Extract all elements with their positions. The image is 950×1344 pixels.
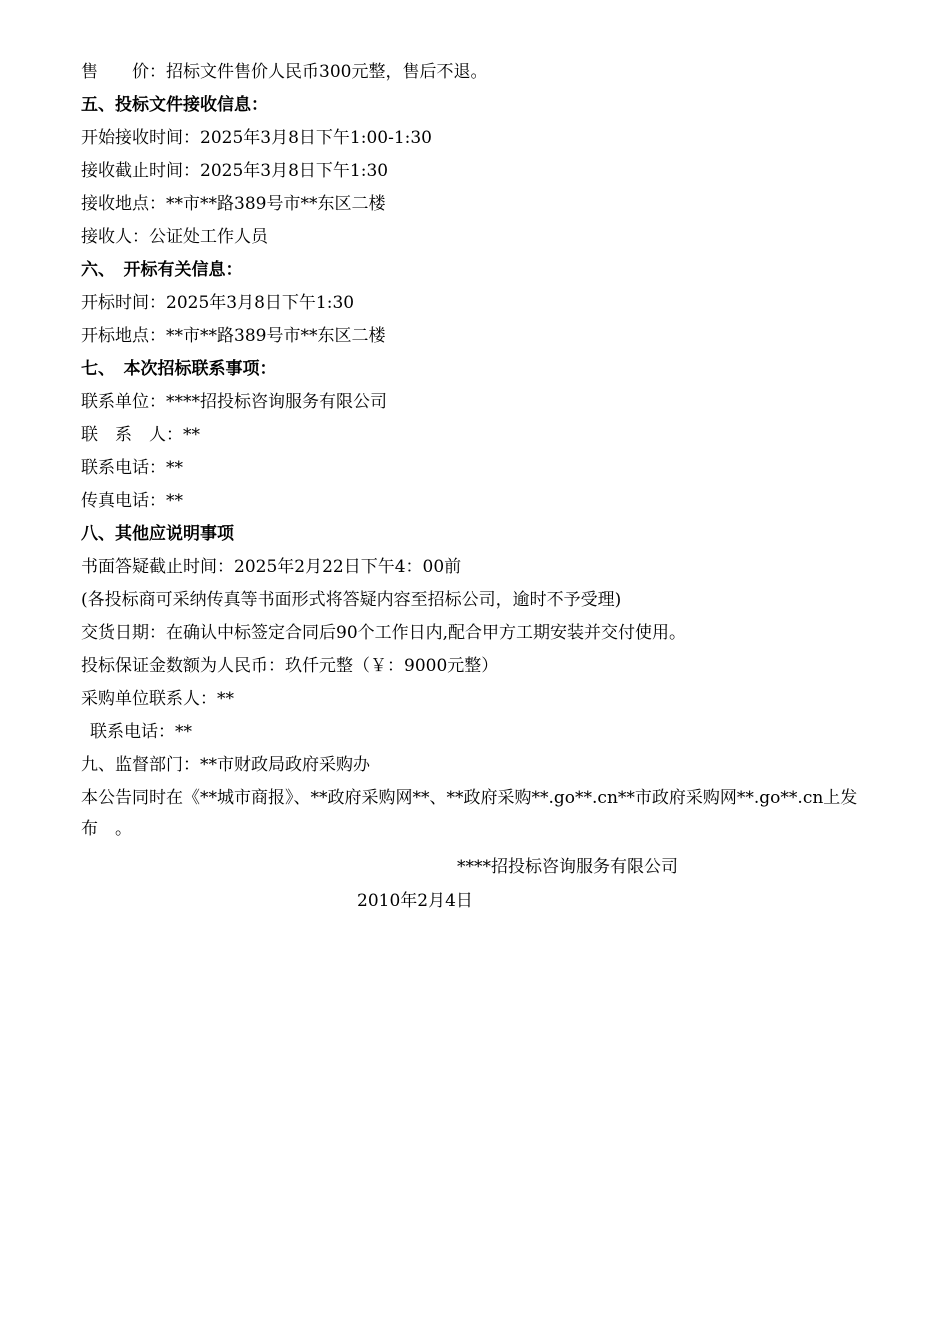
purchaser-phone: 联系电话：** bbox=[90, 722, 192, 742]
purchaser-contact: 采购单位联系人：** bbox=[81, 689, 234, 709]
receive-deadline: 接收截止时间：2025年3月8日下午1:30 bbox=[81, 161, 389, 181]
contact-company: 联系单位：****招投标咨询服务有限公司 bbox=[81, 392, 387, 412]
delivery-date: 交货日期：在确认中标签定合同后90个工作日内,配合甲方工期安装并交付使用。 bbox=[81, 623, 687, 643]
opening-location: 开标地点：**市**路389号市**东区二楼 bbox=[81, 326, 386, 346]
signature-date: 2010年2月4日 bbox=[357, 891, 473, 911]
price-line: 售 价：招标文件售价人民币300元整，售后不退。 bbox=[81, 62, 488, 82]
announcement-paragraph: 本公告同时在《**城市商报》、**政府采购网**、**政府采购**.go**.cn**市政府采购网**.go**.cn上发布 。 bbox=[81, 788, 858, 839]
signature-company: ****招投标咨询服务有限公司 bbox=[457, 857, 678, 877]
contact-phone: 联系电话：** bbox=[81, 458, 183, 478]
section-heading-6: 六、 开标有关信息： bbox=[81, 260, 243, 280]
receive-location: 接收地点：**市**路389号市**东区二楼 bbox=[81, 194, 386, 214]
opening-time: 开标时间：2025年3月8日下午1:30 bbox=[81, 293, 355, 313]
section-heading-8: 八、其他应说明事项 bbox=[81, 524, 234, 544]
qa-note: (各投标商可采纳传真等书面形式将答疑内容至招标公司，逾时不予受理) bbox=[81, 590, 622, 610]
receive-start-time: 开始接收时间：2025年3月8日下午1:00-1:30 bbox=[81, 128, 432, 148]
document-body bbox=[81, 56, 881, 845]
bid-bond: 投标保证金数额为人民币：玖仟元整（￥：9000元整） bbox=[81, 656, 499, 676]
section-heading-5: 五、投标文件接收信息： bbox=[81, 95, 268, 115]
qa-deadline: 书面答疑截止时间：2025年2月22日下午4：00前 bbox=[81, 557, 462, 577]
contact-person: 联 系 人：** bbox=[81, 425, 200, 445]
fax-phone: 传真电话：** bbox=[81, 491, 183, 511]
receiver: 接收人：公证处工作人员 bbox=[81, 227, 268, 247]
section-heading-7: 七、 本次招标联系事项： bbox=[81, 359, 277, 379]
supervision-dept: 九、监督部门：**市财政局政府采购办 bbox=[81, 755, 370, 775]
